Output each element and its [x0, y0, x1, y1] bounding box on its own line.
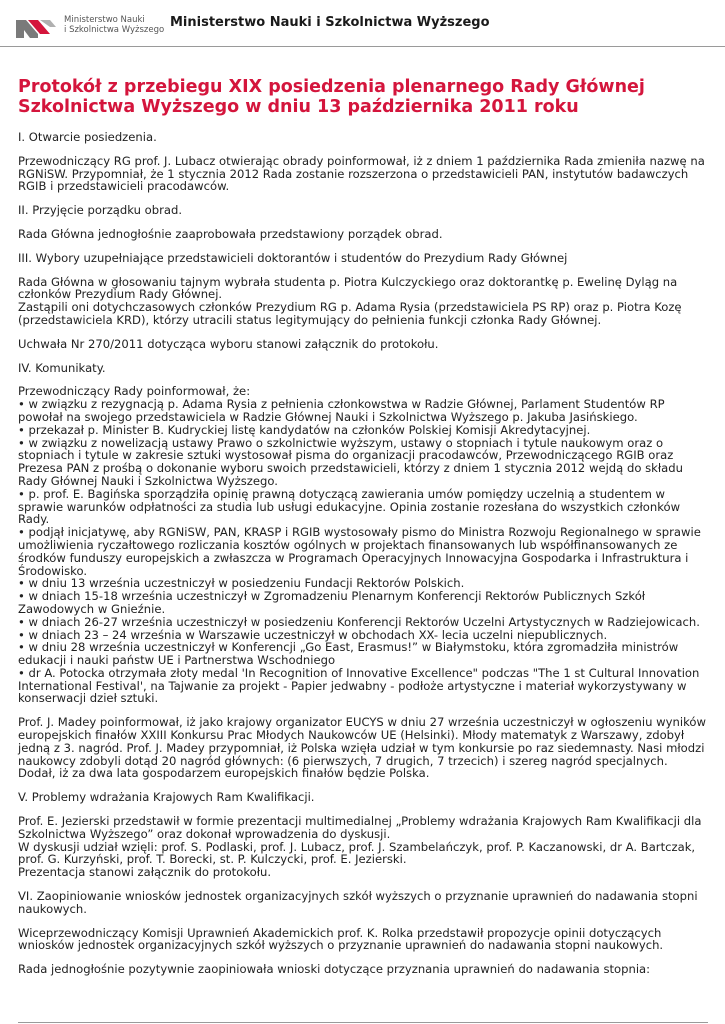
paragraph-line: Prof. E. Jezierski przedstawił w formie prezentacji multimedialnej „Problemy wdrażania Krajowych Ram Kwalifikacji dla Szkolnictwa Wyższego” oraz dokonał wprowadzenia do dyskusji. [18, 814, 702, 841]
paragraph-line: Rada jednogłośnie pozytywnie zaopiniowała wnioski dotyczące przyznania uprawnień do nadawania stopnia: [18, 962, 651, 977]
paragraph-line: Przewodniczący RG prof. J. Lubacz otwierając obrady poinformował, iż z dniem 1 października Rada zmieniła nazwę na RGNiSW. Przypomniał, że 1 stycznia 2012 Rada zostanie rozszerzona o przedstawicieli PAN, instytutów badawczych RGIB i przedstawicieli pracodawców. [18, 153, 705, 194]
document-body [18, 78, 708, 987]
paragraph [18, 791, 708, 804]
ministry-logo-icon[interactable] [16, 16, 56, 38]
paragraph-line: V. Problemy wdrażania Krajowych Ram Kwalifikacji. [18, 790, 315, 805]
footer-divider [18, 1022, 708, 1023]
paragraph-line: Prof. J. Madey poinformował, iż jako krajowy organizator EUCYS w dniu 27 września uczestniczył w ogłoszeniu wyników europejskich finałów XXIII Konkursu Prac Młodych Naukowców UE (Helsinki). Młody matematyk z Warszawy, zdobył jedną z 3. nagród. Prof. J. Madey przypomniał, iż Polska wzięła udział w tym konkursie po raz siedemnasty. Nasi młodzi naukowcy zdobyli dotąd 20 nagród głównych: (6 pierwszych, 7 drugich, 7 trzecich) i szereg nagród specjalnych. Dodał, iż za dwa lata gospodarzem europejskich finałów będzie Polska. [18, 715, 706, 781]
header-title: Ministerstwo Nauki i Szkolnictwa Wyższego [170, 15, 490, 30]
document-paragraphs [18, 131, 708, 976]
paragraph [18, 276, 708, 327]
paragraph-line: • w dniach 15-18 września uczestniczył w Zgromadzeniu Plenarnym Konferencji Rektorów Publicznych Szkół Zawodowych w Gnieźnie. [18, 589, 646, 616]
paragraph [18, 362, 708, 375]
document-title: Protokół z przebiegu XIX posiedzenia plenarnego Rady Głównej Szkolnictwa Wyższego w dniu 13 października 2011 roku [18, 77, 645, 117]
paragraph [18, 385, 708, 705]
paragraph [18, 963, 708, 976]
logo-line-1: Ministerstwo Nauki [64, 15, 145, 25]
paragraph-line: • w dniu 13 września uczestniczył w posiedzeniu Fundacji Rektorów Polskich. [18, 576, 465, 591]
paragraph [18, 716, 708, 780]
paragraph-line: III. Wybory uzupełniające przedstawicieli doktorantów i studentów do Prezydium Rady Głównej [18, 250, 568, 265]
paragraph [18, 338, 708, 351]
paragraph [18, 228, 708, 241]
paragraph-line: Prezentacja stanowi załącznik do protokołu. [18, 865, 272, 880]
paragraph [18, 252, 708, 265]
paragraph-line: W dyskusji udział wzięli: prof. S. Podlaski, prof. J. Lubacz, prof. J. Szambelańczyk, prof. P. Kaczanowski, dr A. Bartczak, prof. G. Kurzyński, prof. T. Borecki, st. P. Kulczycki, prof. E. Jezierski. [18, 839, 696, 867]
paragraph [18, 890, 708, 916]
logo-line-2: i Szkolnictwa Wyższego [64, 25, 165, 35]
paragraph-line: II. Przyjęcie porządku obrad. [18, 203, 183, 218]
paragraph-line: Rada Główna jednogłośnie zaaprobowała przedstawiony porządek obrad. [18, 226, 443, 241]
paragraph-line: • w związku z nowelizacją ustawy Prawo o szkolnictwie wyższym, ustawy o stopniach i tytule naukowym oraz o stopniach i tytule w zakresie sztuki wystosował pisma do organizacji pracodawców, Przewodniczącego RGIB oraz Prezesa PAN z prośbą o dokonanie wyboru swoich przedstawicieli, którzy z dniem 1 stycznia 2012 wejdą do składu Rady Głównej Nauki i Szkolnictwa Wyższego. [18, 435, 683, 488]
paragraph-line: • w dniach 23 – 24 września w Warszawie uczestniczył w obchodach XX- lecia uczelni niepublicznych. [18, 627, 608, 642]
paragraph [18, 155, 708, 193]
paragraph [18, 815, 708, 879]
paragraph-line: VI. Zaopiniowanie wniosków jednostek organizacyjnych szkół wyższych o przyznanie uprawnień do nadawania stopni naukowych. [18, 889, 698, 916]
paragraph-line: • w dniach 26-27 września uczestniczył w posiedzeniu Konferencji Rektorów Uczelni Artystycznych w Radziejowicach. [18, 614, 700, 629]
paragraph-line: • w dniu 28 września uczestniczył w Konferencji „Go East, Erasmus!” w Białymstoku, która zgromadziła ministrów edukacji i nauki państw UE i Partnerstwa Wschodniego [18, 640, 679, 668]
paragraph-line: • dr A. Potocka otrzymała złoty medal 'In Recognition of Innovative Excellence" podczas "The 1 st Cultural Innovation International Festival', na Tajwanie za projekt - Papier jedwabny - podłoże artystyczne i materiał wykorzystywany w konserwacji dzieł sztuki. [18, 665, 700, 706]
paragraph-line: Uchwała Nr 270/2011 dotycząca wyboru stanowi załącznik do protokołu. [18, 336, 439, 351]
paragraph-line: • przekazał p. Minister B. Kudryckiej listę kandydatów na członków Polskiej Komisji Akredytacyjnej. [18, 422, 591, 437]
paragraph-line: Wiceprzewodniczący Komisji Uprawnień Akademickich prof. K. Rolka przedstawił propozycje opinii dotyczących wniosków jednostek organizacyjnych szkół wyższych o przyznanie uprawnień do nadawania stopni naukowych. [18, 925, 664, 953]
paragraph-line: Zastąpili oni dotychczasowych członków Prezydium RG p. Adama Rysia (przedstawiciela PS RP) oraz p. Piotra Kozę (przedstawiciela KRD), którzy utracili status legitymujący do pełnienia funkcji członka Rady Głównej. [18, 300, 682, 327]
ministry-logo-text [64, 15, 164, 35]
paragraph [18, 131, 708, 144]
page-header [0, 0, 725, 47]
paragraph-line: IV. Komunikaty. [18, 360, 106, 375]
paragraph [18, 204, 708, 217]
paragraph-line: • p. prof. E. Bagińska sporządziła opinię prawną dotyczącą zawierania umów pomiędzy uczelnią a studentem w sprawie warunków odpłatności za studia lub usługi edukacyjne. Opinia zostanie rozesłana do wszystkich członków Rady. [18, 486, 681, 527]
paragraph-line: I. Otwarcie posiedzenia. [18, 130, 157, 144]
paragraph-line: Przewodniczący Rady poinformował, że: [18, 384, 251, 399]
paragraph-line: • w związku z rezygnacją p. Adama Rysia z pełnienia członkowstwa w Radzie Głównej, Parlament Studentów RP powołał na swojego przedstawiciela w Radzie Głównej Nauki i Szkolnictwa Wyższego p. Jakuba Jasińskiego. [18, 397, 665, 424]
paragraph [18, 927, 708, 953]
paragraph-line: Rada Główna w głosowaniu tajnym wybrała studenta p. Piotra Kulczyckiego oraz doktorantkę p. Ewelinę Dyląg na członków Prezydium Rady Głównej. [18, 274, 678, 302]
paragraph-line: • podjął inicjatywę, aby RGNiSW, PAN, KRASP i RGIB wystosowały pismo do Ministra Rozwoju Regionalnego w sprawie umożliwienia ryczałtowego rozliczania kosztów ogólnych w projektach finansowanych lub współfinansowanych ze środków funduszy europejskich a zwłaszcza w Programach Operacyjnych Innowacyjna Gospodarka i Infrastruktura i Środowisko. [18, 525, 701, 578]
